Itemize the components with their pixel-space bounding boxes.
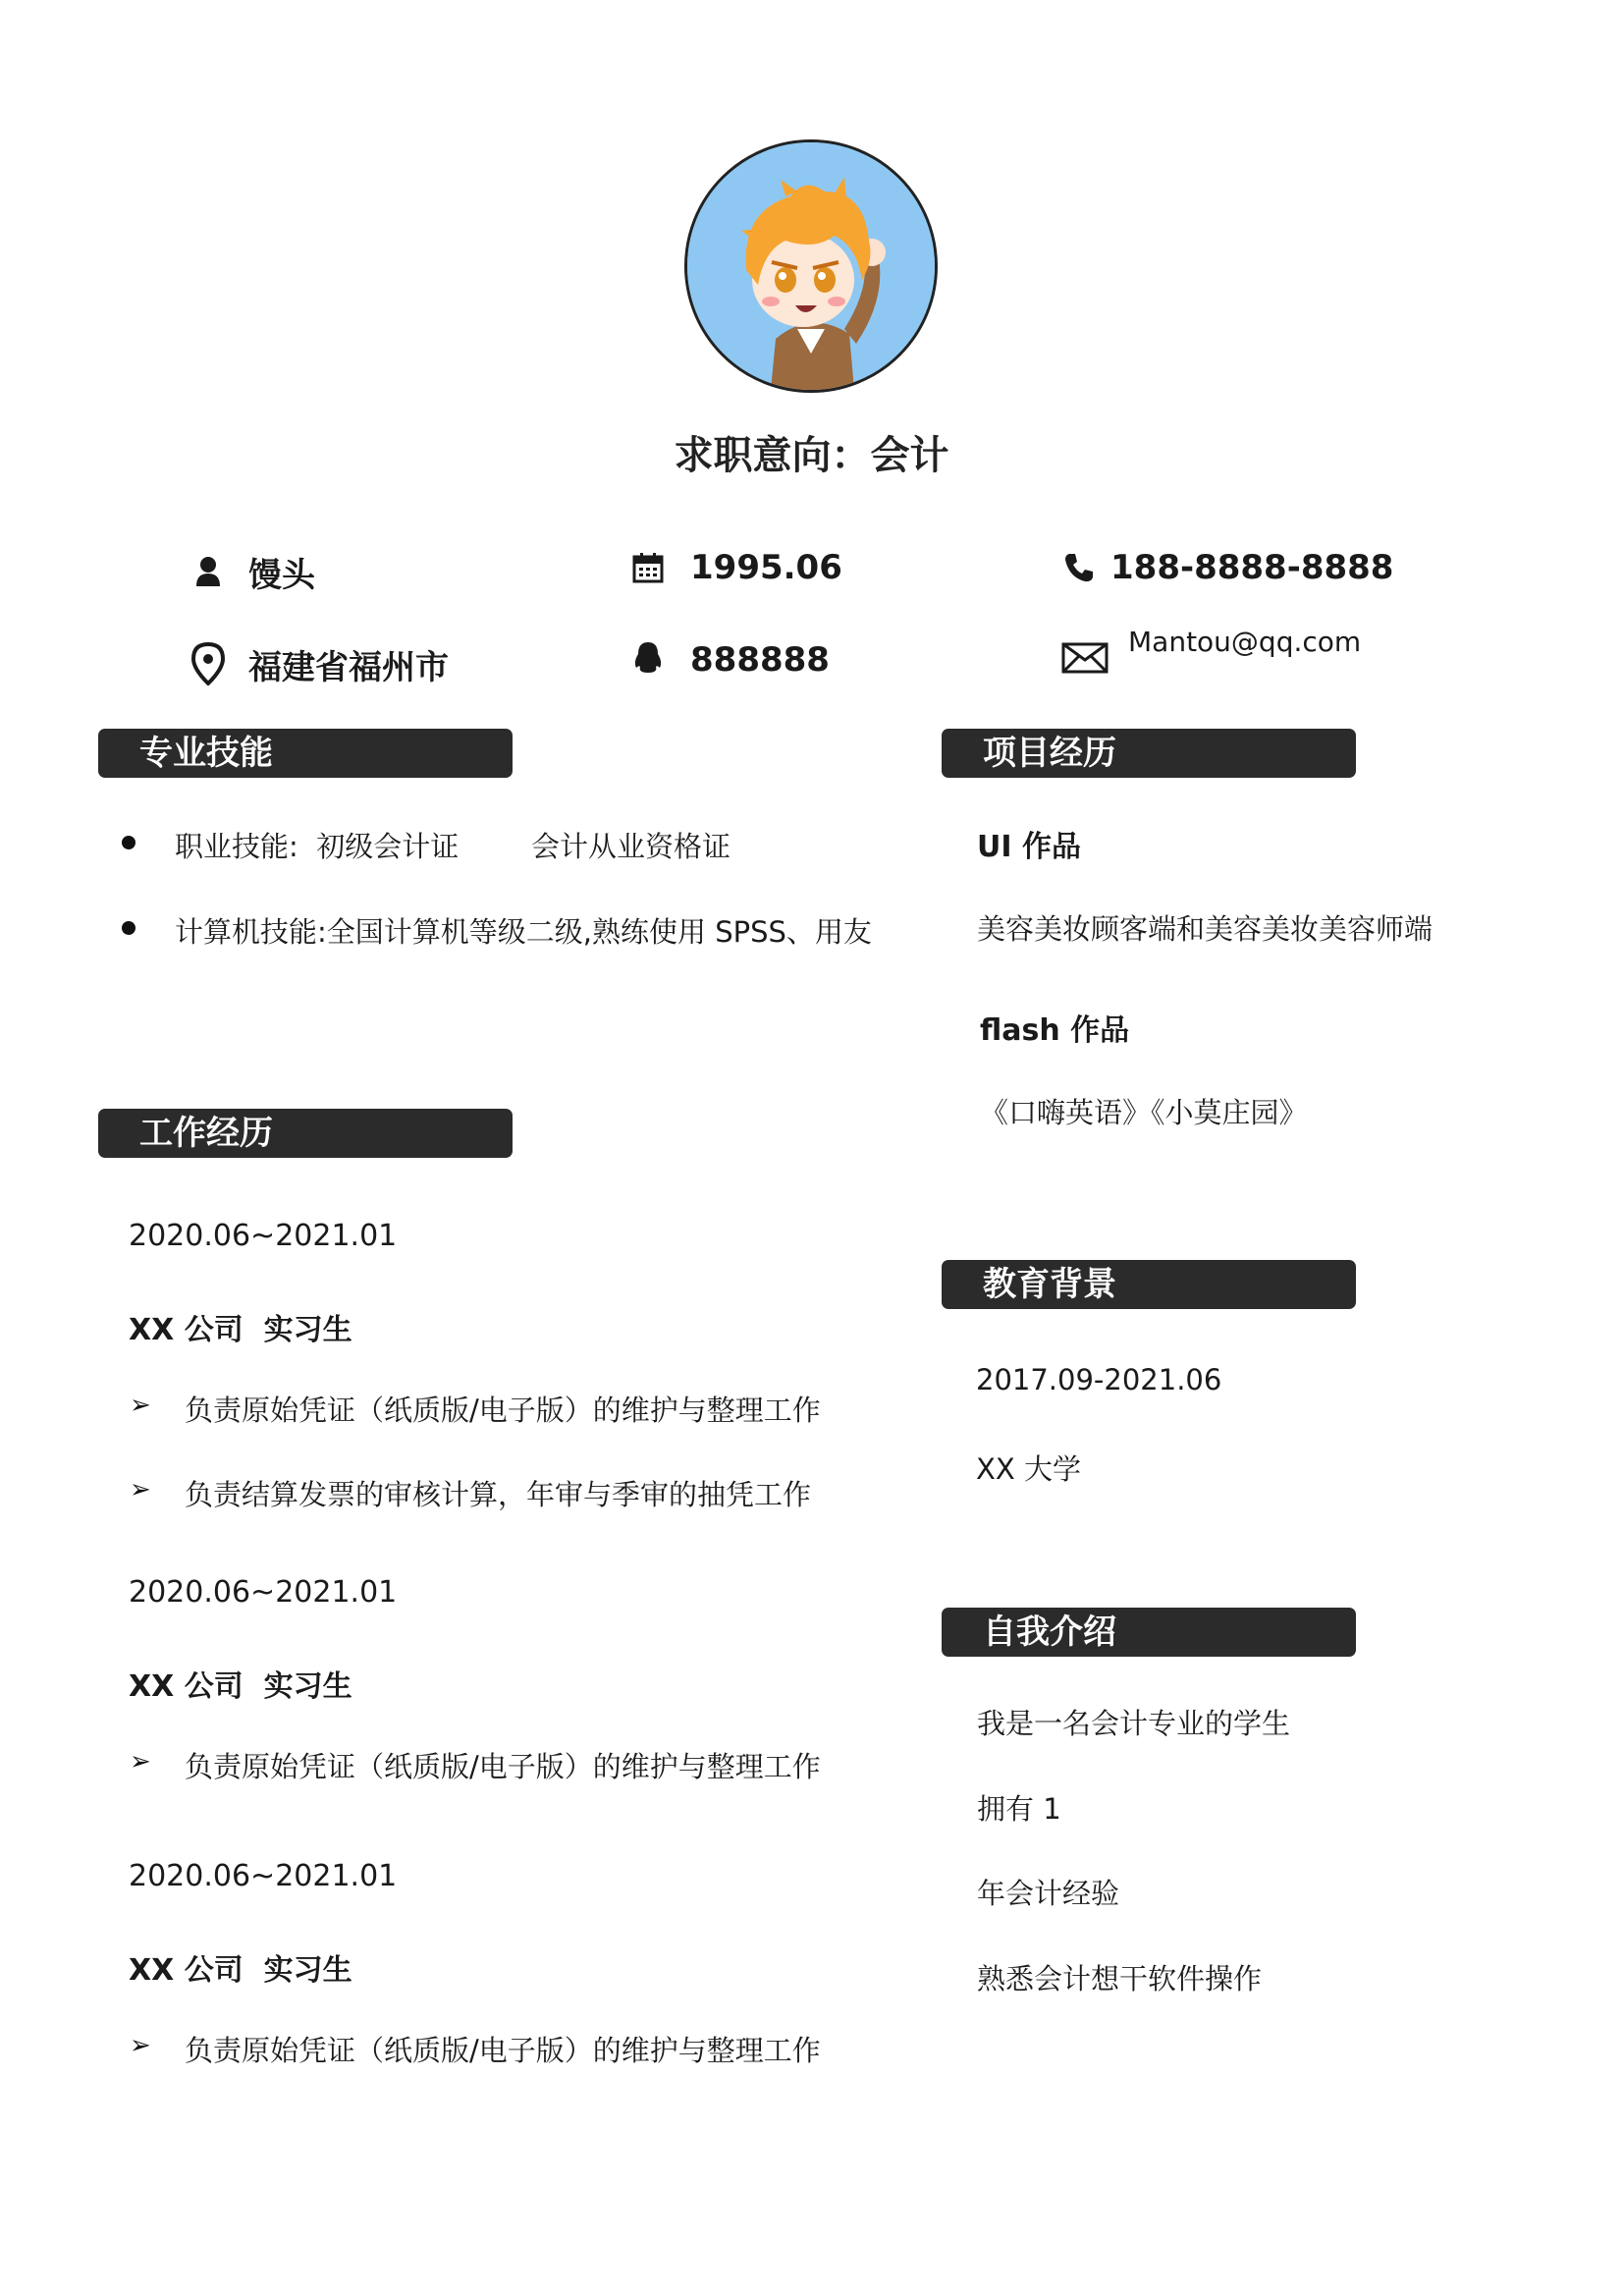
project-name: flash 作品 [980, 1013, 1130, 1048]
work-date: 2020.06~2021.01 [129, 1859, 398, 1893]
envelope-icon [1061, 642, 1109, 674]
section-header-education: 教育背景 [942, 1260, 1356, 1309]
map-pin-icon [191, 642, 225, 685]
section-header-about: 自我介绍 [942, 1608, 1356, 1657]
about-line: 拥有 1 [977, 1792, 1061, 1826]
work-company: XX 公司 实习生 [129, 1953, 352, 1988]
work-date: 2020.06~2021.01 [129, 1575, 398, 1610]
qq-value: 888888 [690, 640, 830, 680]
about-line: 年会计经验 [977, 1877, 1120, 1910]
arrow-bullet-icon: ➢ [130, 1475, 151, 1504]
work-duty: 负责原始凭证（纸质版/电子版）的维护与整理工作 [185, 1750, 821, 1783]
work-company: XX 公司 实习生 [129, 1669, 352, 1704]
qq-penguin-icon [633, 640, 663, 676]
section-header-work: 工作经历 [98, 1109, 513, 1158]
section-header-skills: 专业技能 [98, 729, 513, 778]
arrow-bullet-icon: ➢ [130, 2031, 151, 2060]
skill-item: 职业技能: 初级会计证 会计从业资格证 [175, 830, 730, 863]
avatar [684, 139, 938, 393]
project-name: UI 作品 [977, 830, 1081, 864]
arrow-bullet-icon: ➢ [130, 1747, 151, 1777]
section-header-projects: 项目经历 [942, 729, 1356, 778]
education-period: 2017.09-2021.06 [976, 1363, 1222, 1396]
about-line: 我是一名会计专业的学生 [977, 1707, 1291, 1740]
location-value: 福建省福州市 [248, 648, 449, 687]
work-duty: 负责结算发票的审核计算，年审与季审的抽凭工作 [185, 1478, 812, 1511]
bullet-dot-icon [122, 836, 135, 849]
email-value[interactable]: Mantou@qq.com [1128, 626, 1362, 658]
job-intent-title: 求职意向：会计 [674, 433, 949, 478]
phone-icon [1063, 552, 1095, 583]
calendar-icon [632, 552, 664, 583]
work-company: XX 公司 实习生 [129, 1313, 352, 1347]
work-duty: 负责原始凭证（纸质版/电子版）的维护与整理工作 [185, 1394, 821, 1427]
about-line: 熟悉会计想干软件操作 [977, 1962, 1263, 1995]
arrow-bullet-icon: ➢ [130, 1391, 151, 1420]
project-detail: 美容美妆顾客端和美容美妆美容师端 [977, 912, 1434, 946]
skill-item: 计算机技能:全国计算机等级二级,熟练使用 SPSS、用友 [175, 915, 872, 949]
work-duty: 负责原始凭证（纸质版/电子版）的维护与整理工作 [185, 2034, 821, 2067]
name-value: 馒头 [248, 556, 315, 595]
project-detail: 《口嗨英语》《小莫庄园》 [980, 1096, 1308, 1129]
education-school: XX 大学 [976, 1452, 1081, 1486]
cartoon-avatar-illustration [687, 142, 935, 390]
work-date: 2020.06~2021.01 [129, 1219, 398, 1253]
phone-value[interactable]: 188-8888-8888 [1110, 548, 1394, 587]
bullet-dot-icon [122, 921, 135, 935]
birth-value: 1995.06 [690, 548, 842, 587]
person-icon [194, 556, 222, 587]
